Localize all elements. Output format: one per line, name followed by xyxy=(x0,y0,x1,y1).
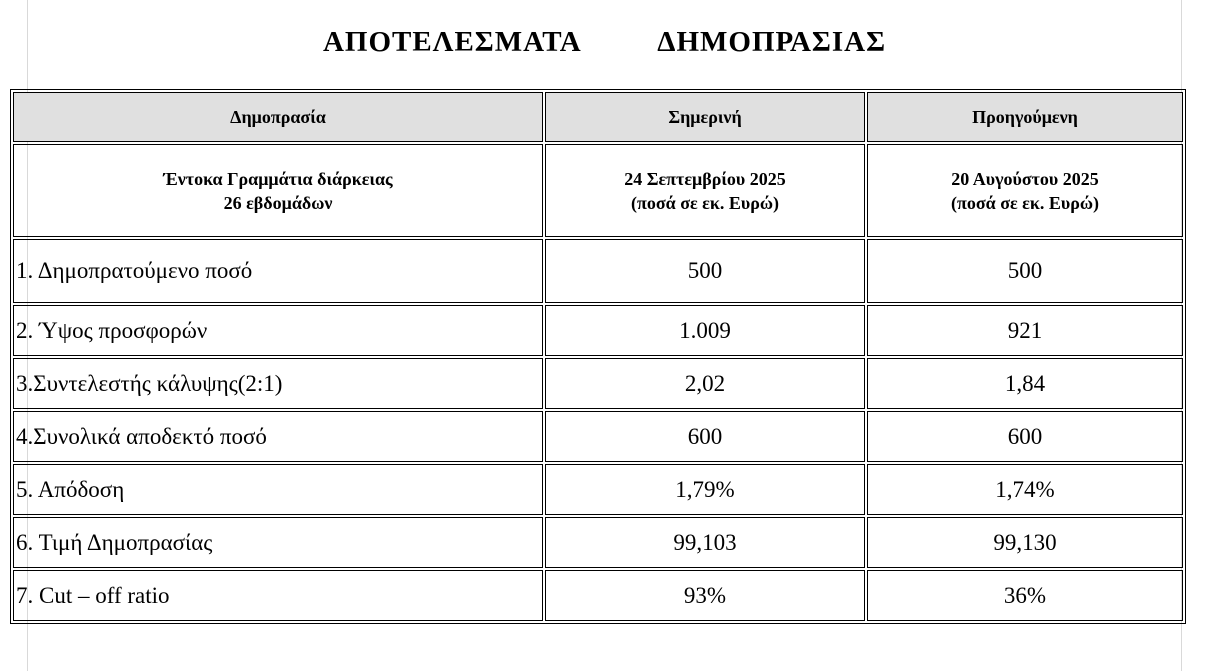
instrument-line2: 26 εβδομάδων xyxy=(223,192,333,213)
row-current-value: 2,02 xyxy=(545,358,865,409)
subheader-instrument xyxy=(13,144,543,237)
table-row xyxy=(13,358,1183,409)
table-row xyxy=(13,517,1183,568)
header-auction: Δημοπρασία xyxy=(13,92,543,142)
table-row xyxy=(13,239,1183,303)
subheader-current-date xyxy=(545,144,865,237)
row-label: 3.Συντελεστής κάλυψης(2:1) xyxy=(13,358,543,409)
row-previous-value: 921 xyxy=(867,305,1183,356)
row-previous-value: 99,130 xyxy=(867,517,1183,568)
instrument-line1: Έντοκα Γραμμάτια διάρκειας xyxy=(163,168,393,189)
previous-date: 20 Αυγούστου 2025 xyxy=(951,168,1099,189)
row-previous-value: 600 xyxy=(867,411,1183,462)
row-label: 6. Τιμή Δημοπρασίας xyxy=(13,517,543,568)
header-previous: Προηγούμενη xyxy=(867,92,1183,142)
subheader-previous-date xyxy=(867,144,1183,237)
row-current-value: 99,103 xyxy=(545,517,865,568)
row-current-value: 500 xyxy=(545,239,865,303)
current-date: 24 Σεπτεμβρίου 2025 xyxy=(624,168,786,189)
row-previous-value: 500 xyxy=(867,239,1183,303)
row-label: 2. Ύψος προσφορών xyxy=(13,305,543,356)
row-previous-value: 1,74% xyxy=(867,464,1183,515)
row-label: 7. Cut – off ratio xyxy=(13,570,543,621)
row-label: 1. Δημοπρατούμενο ποσό xyxy=(13,239,543,303)
subheader-row xyxy=(13,144,1183,237)
header-row xyxy=(13,92,1183,142)
row-current-value: 600 xyxy=(545,411,865,462)
header-current: Σημερινή xyxy=(545,92,865,142)
row-label: 4.Συνολικά αποδεκτό ποσό xyxy=(13,411,543,462)
auction-results-table xyxy=(10,89,1186,624)
current-unit: (ποσά σε εκ. Ευρώ) xyxy=(631,192,779,213)
table-row xyxy=(13,570,1183,621)
row-current-value: 93% xyxy=(545,570,865,621)
row-current-value: 1.009 xyxy=(545,305,865,356)
row-previous-value: 1,84 xyxy=(867,358,1183,409)
table-row xyxy=(13,464,1183,515)
row-current-value: 1,79% xyxy=(545,464,865,515)
row-label: 5. Απόδοση xyxy=(13,464,543,515)
table-row xyxy=(13,411,1183,462)
previous-unit: (ποσά σε εκ. Ευρώ) xyxy=(951,192,1099,213)
row-previous-value: 36% xyxy=(867,570,1183,621)
table-row xyxy=(13,305,1183,356)
document-title: ΑΠΟΤΕΛΕΣΜΑΤΑ ΔΗΜΟΠΡΑΣΙΑΣ xyxy=(322,26,887,58)
